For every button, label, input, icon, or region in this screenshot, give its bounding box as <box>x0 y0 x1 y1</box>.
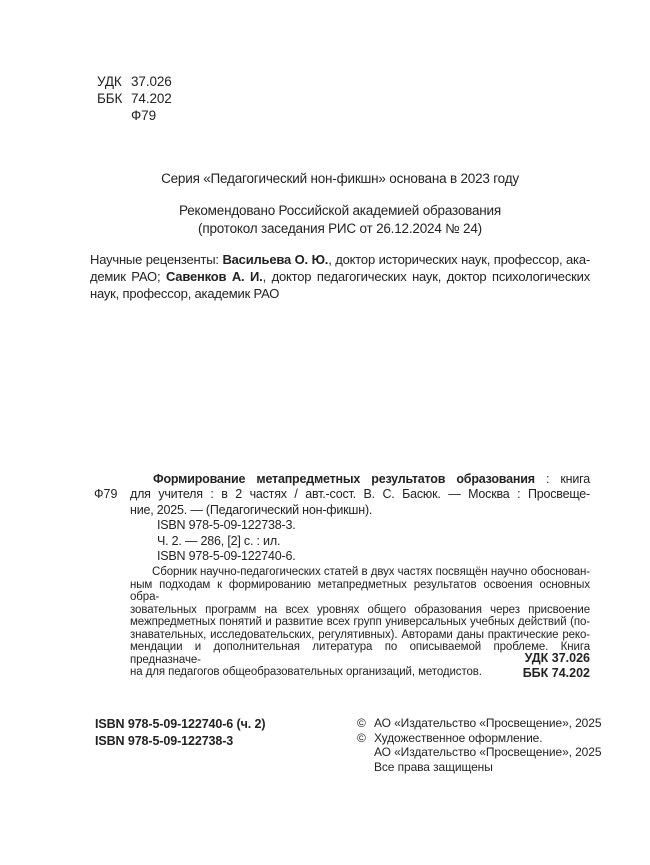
top-classification-codes <box>97 74 172 124</box>
copyright-text-1: АО «Издательство «Просвещение», 2025 <box>374 716 602 730</box>
isbn-part-line: ISBN 978-5-09-122740-6. <box>157 549 296 564</box>
reviewer-name-1: Васильева О. Ю. <box>222 252 329 267</box>
copyright-block <box>357 716 601 774</box>
udk-label: УДК <box>97 74 122 89</box>
copyright-icon: © <box>357 730 366 745</box>
copyright-line-4 <box>357 760 601 775</box>
udk-code-right: УДК 37.026 <box>524 651 590 665</box>
reviewer-1-titles-cont: демик РАО; <box>90 269 166 284</box>
copyright-line-2 <box>357 731 601 746</box>
copyright-text-3: АО «Издательство «Просвещение», 2025 <box>374 745 602 759</box>
reviewers-line-2 <box>90 268 590 285</box>
isbn-line-1: ISBN 978-5-09-122740-6 (ч. 2) <box>95 717 266 731</box>
book-title: Формирование метапредметных результатов образования <box>153 472 535 486</box>
annotation-line: ным подходам к формированию метапредметных результатов освоения основных обра- <box>130 578 590 603</box>
reviewers-line-3: наук, профессор, академик РАО <box>90 286 280 301</box>
udk-code-row <box>97 74 172 91</box>
annotation-line: Сборник научно-педагогических статей в двух частях посвящён научно обоснован- <box>152 566 590 578</box>
isbn-common-line: ISBN 978-5-09-122738-3. <box>157 518 296 533</box>
approval-note <box>90 202 590 237</box>
copyright-line-1 <box>357 716 601 731</box>
copyright-icon: © <box>357 716 366 730</box>
record-line-2 <box>94 487 590 502</box>
author-sign-hanging: Ф79 <box>94 487 118 502</box>
reviewers-paragraph <box>90 251 590 302</box>
book-title-rest: : книга <box>534 472 590 486</box>
reviewer-1-titles: , доктор исторических наук, профессор, ака- <box>328 252 590 267</box>
author-sign-row <box>97 108 172 125</box>
reviewers-intro: Научные рецензенты: <box>90 252 223 267</box>
book-title-line <box>130 472 590 487</box>
isbn-block <box>95 716 265 750</box>
reviewers-line-1 <box>90 251 590 268</box>
annotation-line: зовательных программ на всех уровнях общего образования через присвоение <box>130 603 590 616</box>
reviewer-name-2: Савенков А. И. <box>165 269 263 284</box>
bbk-code-row <box>97 91 172 108</box>
udk-value: 37.026 <box>131 74 172 89</box>
author-sign: Ф79 <box>131 107 156 123</box>
bibliographic-record <box>94 472 590 564</box>
part-info-line: Ч. 2. — 286, [2] с. : ил. <box>157 533 281 548</box>
annotation-line: знавательных, исследовательских, регулятивных). Авторами даны практические реко- <box>130 628 590 641</box>
bbk-code-right: ББК 74.202 <box>522 666 590 681</box>
approval-line-1: Рекомендовано Российской академией образования <box>179 203 501 218</box>
classification-codes-right <box>130 651 590 681</box>
bbk-value: 74.202 <box>131 90 172 106</box>
isbn-line-2: ISBN 978-5-09-122738-3 <box>95 734 234 748</box>
record-line-2-text: для учителя : в 2 частях / авт.-сост. В. С. Басюк. — Москва : Просвеще- <box>130 487 590 502</box>
copyright-line-3 <box>357 745 601 760</box>
bbk-label: ББК <box>97 90 123 106</box>
record-line-3: ние, 2025. — (Педагогический нон-фикшн). <box>130 502 373 517</box>
annotation-line: на для педагогов общеобразовательных организаций, методистов. <box>130 666 482 678</box>
series-note: Серия «Педагогический нон-фикшн» основана в 2023 году <box>161 171 519 186</box>
approval-line-2: (протокол заседания РИС от 26.12.2024 № 24) <box>198 220 482 236</box>
copyright-text-2: Художественное оформление. <box>374 730 543 745</box>
annotation-line: мендации и дополнительная литература по описываемой проблеме. Книга предназначе- <box>130 641 590 666</box>
annotation-line: межпредметных понятий и развитие всех групп универсальных учебных действий (по- <box>130 616 590 628</box>
reviewer-2-titles: , доктор педагогических наук, доктор психологических <box>262 269 590 284</box>
rights-reserved-text: Все права защищены <box>374 759 493 774</box>
